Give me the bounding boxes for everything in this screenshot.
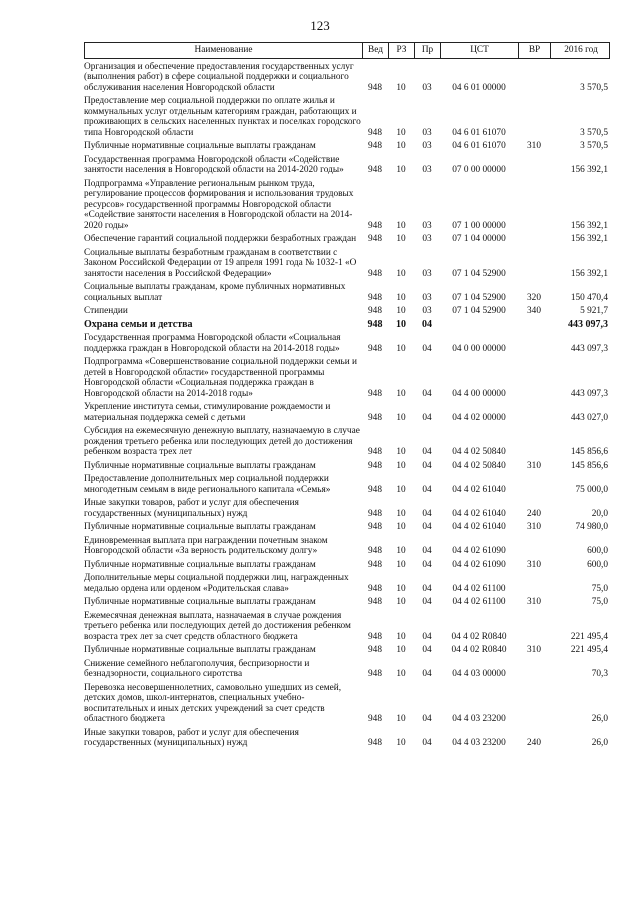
row-ved: 948: [368, 546, 382, 556]
row-ved: 948: [368, 127, 382, 138]
row-pr: 04: [422, 583, 432, 594]
row-name: Предоставление дополнительных мер социальной поддержки многодетным семьям в виде регионального капитала «Семья»: [84, 474, 331, 495]
row-name: Обеспечение гарантий социальной поддержки безработных граждан: [84, 234, 357, 244]
row-cst: 04 4 00 00000: [452, 388, 506, 399]
row-cst: 07 1 04 52900: [452, 292, 506, 303]
row-rz: 10: [396, 546, 406, 556]
table-row: [84, 573, 610, 594]
row-pr: 03: [422, 292, 432, 303]
row-cst: 04 4 02 R0840: [451, 631, 507, 642]
row-sum: 443 097,3: [568, 318, 608, 330]
row-name: Публичные нормативные социальные выплаты гражданам: [84, 559, 316, 570]
row-name: Иные закупки товаров, работ и услуг для обеспечения государственных (муниципальных) нужд: [84, 498, 299, 519]
row-vr: 240: [527, 508, 541, 519]
row-sum: 600,0: [587, 546, 608, 556]
row-ved: 948: [368, 645, 382, 655]
row-rz: 10: [396, 165, 406, 175]
row-cst: 04 4 02 R0840: [451, 645, 507, 655]
row-rz: 10: [396, 268, 406, 279]
row-rz: 10: [396, 220, 406, 231]
row-cst: 04 6 01 61070: [452, 141, 506, 151]
row-ved: 948: [368, 268, 382, 279]
row-sum: 156 392,1: [570, 165, 608, 175]
row-sum: 156 392,1: [570, 234, 608, 244]
table-row: [84, 683, 610, 725]
row-ved: 948: [368, 165, 382, 175]
table-row: [84, 597, 610, 608]
row-pr: 04: [422, 631, 432, 642]
table-row: [84, 357, 610, 399]
row-ved: 948: [368, 631, 382, 642]
table-row: [84, 461, 610, 472]
row-pr: 04: [422, 669, 432, 679]
header-ved: Вед: [363, 43, 389, 58]
row-name: Публичные нормативные социальные выплаты гражданам: [84, 522, 316, 532]
table-row: [84, 659, 610, 680]
row-name: Социальные выплаты гражданам, кроме публичных нормативных социальных выплат: [84, 282, 346, 303]
header-name: Наименование: [85, 43, 363, 58]
row-cst: 07 0 00 00000: [452, 165, 506, 175]
header-vr: ВР: [519, 43, 551, 58]
row-cst: 04 4 02 00000: [452, 412, 506, 423]
row-cst: 04 0 00 00000: [452, 343, 506, 354]
row-name: Государственная программа Новгородской области «Содействие занятости населения в Новгородской области на 2014-2020 годы»: [84, 154, 344, 175]
row-rz: 10: [396, 484, 406, 495]
row-pr: 03: [422, 234, 432, 244]
row-cst: 07 1 00 00000: [452, 220, 506, 231]
row-name: Стипендии: [84, 306, 128, 316]
table-row: [84, 402, 610, 423]
row-vr: 310: [527, 645, 541, 655]
table-row: [84, 141, 610, 152]
row-name: Ежемесячная денежная выплата, назначаемая в случае рождения третьего ребенка или последующих детей до достижения ребенком возраста трех лет за счет средств областного бюджета: [84, 610, 351, 642]
row-ved: 948: [368, 292, 382, 303]
row-rz: 10: [396, 460, 406, 471]
row-pr: 04: [422, 343, 432, 354]
row-sum: 3 570,5: [580, 127, 608, 138]
row-ved: 948: [368, 412, 382, 423]
row-cst: 04 6 01 00000: [452, 82, 506, 93]
row-sum: 3 570,5: [580, 82, 608, 93]
row-pr: 03: [422, 141, 432, 151]
row-name: Публичные нормативные социальные выплаты гражданам: [84, 597, 316, 607]
row-name: Организация и обеспечение предоставления государственных услуг (выполнения работ) в сфере социальной поддержки и социального обслуживания населения Новгородской области: [84, 61, 354, 93]
row-cst: 04 4 03 23200: [452, 714, 506, 724]
row-sum: 156 392,1: [570, 268, 608, 279]
row-pr: 03: [422, 82, 432, 93]
row-pr: 04: [422, 645, 432, 655]
row-ved: 948: [368, 141, 382, 151]
row-sum: 145 856,6: [570, 460, 608, 471]
row-ved: 948: [368, 388, 382, 399]
row-name: Субсидия на ежемесячную денежную выплату, назначаемую в случае рождения третьего ребенка или последующих детей до достижения ребенком возраста трех лет: [84, 426, 360, 457]
row-rz: 10: [396, 318, 406, 330]
row-rz: 10: [396, 343, 406, 354]
row-sum: 221 495,4: [570, 645, 608, 655]
table-row: [84, 282, 610, 303]
row-name: Охрана семьи и детства: [84, 318, 193, 330]
table-row: [84, 536, 610, 557]
row-pr: 04: [422, 460, 432, 471]
row-rz: 10: [396, 559, 406, 570]
row-ved: 948: [368, 508, 382, 519]
row-cst: 04 4 02 61100: [452, 597, 506, 607]
row-cst: 04 4 02 50840: [452, 447, 506, 457]
row-rz: 10: [396, 508, 406, 519]
row-sum: 20,0: [591, 508, 608, 519]
row-pr: 04: [422, 412, 432, 423]
row-name: Подпрограмма «Управление региональным рынком труда, регулирование процессов формирования и использования трудовых ресурсов» государственной программы Новгородской области «Содействие занятости населения в Новгородской области на 2014-2020 годы»: [84, 178, 354, 231]
row-name: Предоставление мер социальной поддержки по оплате жилья и коммунальных услуг отдельным категориям граждан, работающих и проживающих в сельских населенных пунктах и поселках городского типа Новгородской области: [84, 96, 361, 138]
row-pr: 04: [422, 597, 432, 607]
row-pr: 04: [422, 508, 432, 519]
row-sum: 600,0: [587, 559, 608, 570]
table-row: [84, 248, 610, 280]
row-name: Государственная программа Новгородской области «Социальная поддержка граждан в Новгородской области на 2014-2018 годы»: [84, 333, 341, 354]
row-pr: 03: [422, 220, 432, 231]
row-ved: 948: [368, 484, 382, 495]
row-ved: 948: [368, 738, 382, 748]
row-ved: 948: [368, 220, 382, 231]
page-number: 123: [310, 18, 330, 33]
row-ved: 948: [368, 306, 382, 316]
row-rz: 10: [396, 738, 406, 748]
row-vr: 310: [527, 141, 541, 151]
row-cst: 07 1 04 52900: [452, 306, 506, 316]
row-rz: 10: [396, 669, 406, 679]
row-ved: 948: [368, 447, 382, 457]
header-pr: Пр: [415, 43, 441, 58]
row-name: Снижение семейного неблагополучия, беспризорности и безнадзорности, социального сиротства: [84, 658, 310, 679]
row-pr: 03: [422, 165, 432, 175]
table-row: [84, 320, 610, 331]
row-sum: 74 980,0: [575, 522, 608, 532]
row-cst: 04 4 02 61100: [452, 583, 506, 594]
row-rz: 10: [396, 631, 406, 642]
row-sum: 443 097,3: [570, 343, 608, 354]
row-name: Публичные нормативные социальные выплаты гражданам: [84, 141, 316, 151]
row-pr: 04: [422, 714, 432, 724]
table-header: [84, 42, 610, 59]
row-sum: 26,0: [591, 714, 608, 724]
row-pr: 04: [422, 559, 432, 570]
row-ved: 948: [368, 597, 382, 607]
table-row: [84, 333, 610, 354]
row-name: Социальные выплаты безработным гражданам в соответствии с Законом Российской Федерации от 19 апреля 1991 года № 1032-1 «О занятости населения в Российской Федерации»: [84, 247, 357, 279]
row-name: Перевозка несовершеннолетних, самовольно ушедших из семей, детских домов, школ-интернатов, специальных учебно-воспитательных и иных детских учреждений за счет средств областного бюджета: [84, 682, 342, 724]
row-name: Дополнительные меры социальной поддержки лиц, награжденных медалью ордена или орденом «Родительская слава»: [84, 573, 349, 594]
row-ved: 948: [368, 343, 382, 354]
table-row: [84, 522, 610, 533]
row-vr: 310: [527, 597, 541, 607]
row-rz: 10: [396, 714, 406, 724]
row-sum: 5 921,7: [580, 306, 608, 316]
row-cst: 04 4 03 00000: [452, 669, 506, 679]
row-rz: 10: [396, 447, 406, 457]
row-rz: 10: [396, 306, 406, 316]
row-pr: 03: [422, 127, 432, 138]
row-vr: 340: [527, 306, 541, 316]
row-pr: 03: [422, 306, 432, 316]
table-row: [84, 474, 610, 495]
row-sum: 443 097,3: [570, 388, 608, 399]
row-name: Публичные нормативные социальные выплаты гражданам: [84, 645, 316, 655]
row-rz: 10: [396, 583, 406, 594]
row-cst: 04 4 02 50840: [452, 460, 506, 471]
row-rz: 10: [396, 82, 406, 93]
row-rz: 10: [396, 522, 406, 532]
row-ved: 948: [368, 460, 382, 471]
row-sum: 75,0: [591, 597, 608, 607]
row-vr: 310: [527, 522, 541, 532]
row-sum: 70,3: [591, 669, 608, 679]
row-rz: 10: [396, 645, 406, 655]
row-name: Укрепление института семьи, стимулирование рождаемости и материальная поддержка семей с детьми: [84, 402, 331, 423]
table-row: [84, 62, 610, 94]
table-row: [84, 560, 610, 571]
row-ved: 948: [368, 82, 382, 93]
row-rz: 10: [396, 388, 406, 399]
row-vr: 310: [527, 559, 541, 570]
header-rz: РЗ: [389, 43, 415, 58]
row-pr: 04: [422, 388, 432, 399]
row-name: Единовременная выплата при награждении почетным знаком Новгородской области «За верность родительскому долгу»: [84, 535, 328, 556]
row-rz: 10: [396, 127, 406, 138]
row-ved: 948: [368, 559, 382, 570]
row-rz: 10: [396, 412, 406, 423]
row-rz: 10: [396, 292, 406, 303]
budget-table: [84, 42, 610, 749]
row-pr: 04: [422, 484, 432, 495]
row-sum: 150 470,4: [570, 292, 608, 303]
table-row: [84, 498, 610, 519]
row-ved: 948: [367, 318, 383, 330]
row-name: Публичные нормативные социальные выплаты гражданам: [84, 460, 316, 471]
row-cst: 04 6 01 61070: [452, 127, 506, 138]
row-cst: 04 4 02 61090: [452, 559, 506, 570]
row-sum: 156 392,1: [570, 220, 608, 231]
row-sum: 443 027,0: [570, 412, 608, 423]
row-sum: 75,0: [591, 583, 608, 594]
row-sum: 3 570,5: [580, 141, 608, 151]
row-sum: 145 856,6: [570, 447, 608, 457]
table-row: [84, 426, 610, 458]
row-sum: 221 495,4: [570, 631, 608, 642]
row-vr: 310: [527, 460, 541, 471]
row-pr: 04: [422, 447, 432, 457]
row-pr: 04: [422, 738, 432, 748]
row-pr: 04: [422, 318, 432, 330]
row-ved: 948: [368, 522, 382, 532]
table-row: [84, 234, 610, 245]
table-row: [84, 155, 610, 176]
row-rz: 10: [396, 141, 406, 151]
header-cst: ЦСТ: [441, 43, 519, 58]
row-sum: 26,0: [591, 738, 608, 748]
row-rz: 10: [396, 597, 406, 607]
row-cst: 04 4 03 23200: [452, 738, 506, 748]
row-ved: 948: [368, 714, 382, 724]
row-ved: 948: [368, 669, 382, 679]
table-row: [84, 179, 610, 232]
table-row: [84, 645, 610, 656]
row-ved: 948: [368, 583, 382, 594]
table-row: [84, 611, 610, 643]
row-vr: 320: [527, 292, 541, 303]
row-name: Подпрограмма «Совершенствование социальной поддержки семьи и детей в Новгородской области» государственной программы Новгородской области «Социальная поддержка граждан в Новгородской области на 2014-2018 годы»: [84, 357, 357, 399]
row-pr: 04: [422, 522, 432, 532]
row-cst: 04 4 02 61040: [452, 508, 506, 519]
table-row: [84, 728, 610, 749]
row-pr: 04: [422, 546, 432, 556]
row-name: Иные закупки товаров, работ и услуг для обеспечения государственных (муниципальных) нужд: [84, 727, 299, 748]
table-row: [84, 96, 610, 138]
table-row: [84, 306, 610, 317]
row-rz: 10: [396, 234, 406, 244]
row-pr: 03: [422, 268, 432, 279]
row-vr: 240: [527, 738, 541, 748]
row-cst: 07 1 04 00000: [452, 234, 506, 244]
row-cst: 04 4 02 61040: [452, 484, 506, 495]
row-ved: 948: [368, 234, 382, 244]
row-cst: 04 4 02 61040: [452, 522, 506, 532]
row-cst: 07 1 04 52900: [452, 268, 506, 279]
header-year: 2016 год: [564, 45, 598, 55]
row-cst: 04 4 02 61090: [452, 546, 506, 556]
table-body: [84, 62, 610, 749]
row-sum: 75 000,0: [575, 484, 608, 495]
